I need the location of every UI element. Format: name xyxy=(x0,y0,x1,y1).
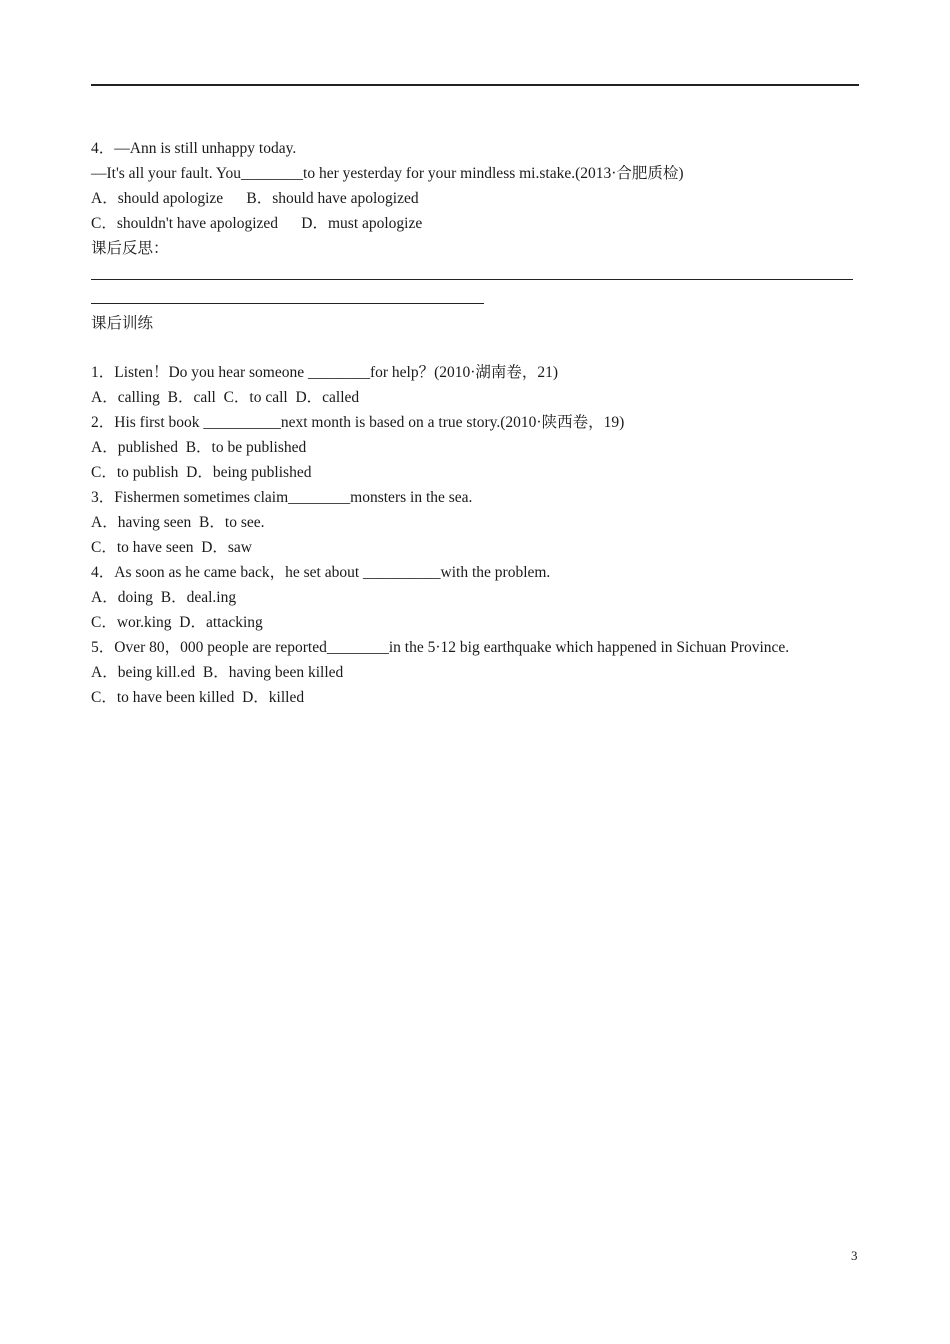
reflection-label: 课后反思： xyxy=(91,240,169,257)
exercise-line: A．calling B．call C．to call D．called xyxy=(91,389,360,406)
reflection-answer-line-1 xyxy=(91,279,853,280)
exercise-line: A．doing B．deal.ing xyxy=(91,589,237,606)
exercise-line: 2．His first book __________next month is based on a true story.(2010·陕西卷，19) xyxy=(91,414,625,431)
exercise-line: A．being kill.ed B．having been killed xyxy=(91,664,344,681)
exercise-line: C．to have seen D．saw xyxy=(91,539,252,556)
question-4-response: —It's all your fault. You________to her yesterday for your mindless mi.stake.(2013·合肥质检) xyxy=(91,165,684,182)
exercise-line: 5．Over 80，000 people are reported________in the 5·12 big earthquake which happened in Sichuan Province. xyxy=(91,639,790,656)
exercise-line: C．wor.king D．attacking xyxy=(91,614,263,631)
exercise-line: 1．Listen！Do you hear someone ________for help？(2010·湖南卷，21) xyxy=(91,364,559,381)
header-rule xyxy=(91,84,859,86)
exercise-line: 3．Fishermen sometimes claim________monsters in the sea. xyxy=(91,489,473,506)
question-4-options-cd: C．shouldn't have apologized D．must apologize xyxy=(91,215,423,232)
exercise-line: C．to publish D．being published xyxy=(91,464,312,481)
reflection-answer-line-2 xyxy=(91,303,484,304)
exercise-line: 4．As soon as he came back，he set about __________with the problem. xyxy=(91,564,551,581)
section-title: 课后训练 xyxy=(91,315,154,332)
exercise-line: C．to have been killed D．killed xyxy=(91,689,305,706)
exercise-line: A．published B．to be published xyxy=(91,439,307,456)
question-4-title: 4．—Ann is still unhappy today. xyxy=(91,140,297,157)
page-number: 3 xyxy=(851,1248,858,1263)
exercise-line: A．having seen B．to see. xyxy=(91,514,265,531)
question-4-options-ab: A．should apologize B．should have apologized xyxy=(91,190,419,207)
